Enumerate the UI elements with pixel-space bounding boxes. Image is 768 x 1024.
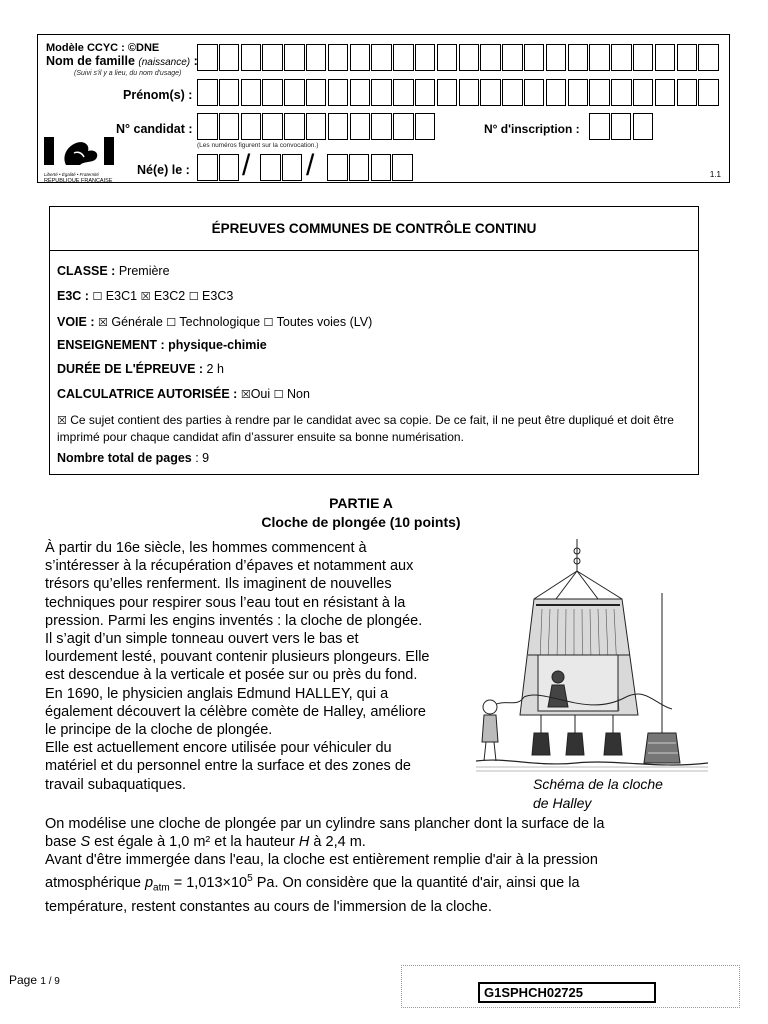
entry-cell[interactable] bbox=[284, 113, 305, 140]
entry-cell[interactable] bbox=[350, 79, 371, 106]
toutes-voies-checkbox[interactable]: ☐ bbox=[263, 316, 274, 329]
entry-cell[interactable] bbox=[546, 79, 567, 106]
entry-cell[interactable] bbox=[415, 44, 436, 71]
entry-cell[interactable] bbox=[350, 113, 371, 140]
entry-cell[interactable] bbox=[589, 79, 610, 106]
intro-paragraph bbox=[45, 539, 475, 794]
entry-cell[interactable] bbox=[328, 113, 349, 140]
entry-cell[interactable] bbox=[392, 154, 413, 181]
republic-motto: Liberté • Égalité • Fraternité bbox=[44, 172, 99, 177]
entry-cell[interactable] bbox=[241, 79, 262, 106]
entry-cell[interactable] bbox=[633, 79, 654, 106]
entry-cell[interactable] bbox=[306, 79, 327, 106]
subject-code: G1SPHCH02725 bbox=[478, 982, 656, 1003]
intro-line: également découvert la célèbre comète de Halley, améliore bbox=[45, 703, 426, 720]
model-label: Modèle CCYC : ©DNE bbox=[46, 42, 160, 54]
entry-cell[interactable] bbox=[197, 113, 218, 140]
e3c2-checkbox[interactable]: ☒ bbox=[140, 290, 151, 303]
entry-cell[interactable] bbox=[262, 79, 283, 106]
entry-cell[interactable] bbox=[241, 44, 262, 71]
generale-checkbox[interactable]: ☒ bbox=[98, 316, 108, 329]
entry-cell[interactable] bbox=[219, 154, 240, 181]
intro-line: matériel et du personnel entre la surface et des zones de bbox=[45, 758, 411, 775]
entry-cell[interactable] bbox=[260, 154, 281, 181]
date-separator: / bbox=[306, 149, 315, 182]
entry-cell[interactable] bbox=[502, 79, 523, 106]
birth-year-cells[interactable] bbox=[327, 154, 414, 181]
date-separator: / bbox=[242, 149, 251, 182]
entry-cell[interactable] bbox=[589, 44, 610, 71]
entry-cell[interactable] bbox=[677, 79, 698, 106]
entry-cell[interactable] bbox=[327, 154, 348, 181]
classe-line: CLASSE : Première bbox=[57, 264, 170, 278]
entry-cell[interactable] bbox=[698, 44, 719, 71]
entry-cell[interactable] bbox=[371, 113, 392, 140]
enseignement-line: ENSEIGNEMENT : physique-chimie bbox=[57, 338, 267, 352]
part-subtitle: Cloche de plongée (10 points) bbox=[261, 514, 461, 530]
entry-cell[interactable] bbox=[284, 79, 305, 106]
technologique-checkbox[interactable]: ☐ bbox=[166, 316, 177, 329]
entry-cell[interactable] bbox=[480, 44, 501, 71]
entry-cell[interactable] bbox=[371, 79, 392, 106]
entry-cell[interactable] bbox=[349, 154, 370, 181]
exam-info-box bbox=[49, 206, 699, 475]
intro-line: lourdement lesté, pouvant contenir plusieurs plongeurs. Elle bbox=[45, 649, 430, 666]
intro-line: est descendue à la verticale et posée sur ou près du fond. bbox=[45, 667, 418, 684]
entry-cell[interactable] bbox=[524, 44, 545, 71]
entry-cell[interactable] bbox=[655, 79, 676, 106]
diving-bell-illustration bbox=[476, 537, 708, 773]
entry-cell[interactable] bbox=[633, 113, 654, 140]
entry-cell[interactable] bbox=[282, 154, 303, 181]
calc-yes-checkbox[interactable]: ☒ bbox=[240, 388, 251, 401]
entry-cell[interactable] bbox=[677, 44, 698, 71]
entry-cell[interactable] bbox=[371, 44, 392, 71]
marianne-icon bbox=[44, 137, 120, 167]
e3c1-checkbox[interactable]: ☐ bbox=[92, 290, 103, 303]
candidate-no-cells[interactable] bbox=[197, 113, 437, 140]
entry-cell[interactable] bbox=[611, 79, 632, 106]
entry-cell[interactable] bbox=[589, 113, 610, 140]
entry-cell[interactable] bbox=[393, 79, 414, 106]
intro-line: À partir du 16e siècle, les hommes commencent à bbox=[45, 540, 367, 556]
form-version: 1.1 bbox=[709, 170, 721, 179]
e3c-line: E3C : ☐ E3C1 ☒ E3C2 ☐ E3C3 bbox=[57, 289, 234, 303]
entry-cell[interactable] bbox=[459, 79, 480, 106]
intro-line: le principe de la cloche de plongée. bbox=[45, 722, 273, 739]
intro-line: En 1690, le physicien anglais Edmund HALLEY, qui a bbox=[45, 685, 389, 702]
entry-cell[interactable] bbox=[284, 44, 305, 71]
entry-cell[interactable] bbox=[655, 44, 676, 71]
intro-line: techniques pour respirer sous l’eau tout en résistant à la bbox=[45, 594, 406, 611]
page-number: Page 1 / 9 bbox=[9, 973, 60, 987]
firstname-label: Prénom(s) : bbox=[123, 88, 193, 102]
entry-cell[interactable] bbox=[415, 79, 436, 106]
exam-title: ÉPREUVES COMMUNES DE CONTRÔLE CONTINU bbox=[50, 207, 698, 251]
birth-month-cells[interactable] bbox=[260, 154, 304, 181]
registration-label: N° d'inscription : bbox=[484, 122, 580, 136]
entry-cell[interactable] bbox=[633, 44, 654, 71]
duree-line: DURÉE DE L'ÉPREUVE : 2 h bbox=[57, 362, 224, 376]
entry-cell[interactable] bbox=[611, 44, 632, 71]
entry-cell[interactable] bbox=[350, 44, 371, 71]
intro-line: trésors qu’elles renferment. Ils imaginent de nouvelles bbox=[45, 576, 392, 593]
pages-line: Nombre total de pages : 9 bbox=[57, 451, 210, 465]
intro-line: s’intéresser à la récupération d’épaves et notamment aux bbox=[45, 558, 414, 575]
entry-cell[interactable] bbox=[393, 113, 414, 140]
entry-cell[interactable] bbox=[437, 79, 458, 106]
surname-label: Nom de famille (naissance) : bbox=[46, 54, 198, 68]
entry-cell[interactable] bbox=[437, 44, 458, 71]
candidate-header bbox=[37, 34, 730, 183]
entry-cell[interactable] bbox=[415, 113, 436, 140]
entry-cell[interactable] bbox=[328, 44, 349, 71]
exam-note: ☒ Ce sujet contient des parties à rendre par le candidat avec sa copie. De ce fait, il ne peut être dupliqué et doit être imprimé pour chaque candidat afin d’assurer ensuite sa bonne numérisation. bbox=[57, 413, 674, 444]
entry-cell[interactable] bbox=[546, 44, 567, 71]
entry-cell[interactable] bbox=[197, 44, 218, 71]
entry-cell[interactable] bbox=[459, 44, 480, 71]
voie-line: VOIE : ☒ Générale ☐ Technologique ☐ Toutes voies (LV) bbox=[57, 315, 373, 329]
entry-cell[interactable] bbox=[698, 79, 719, 106]
entry-cell[interactable] bbox=[219, 44, 240, 71]
model-paragraph: On modélise une cloche de plongée par un cylindre sans plancher dont la surface de la base S est égale à 1,0 m² et la hauteur H à 2,4 m. Avant d'être immergée dans l'eau, la cloche est entièrement remplie d'air à la pression atmosphérique $p_{atm} = 1,013\times 10^5$ Pa. On considère que la quantité d'air, ainsi que la température, restent constantes au cours de l'immersion de la cloche. bbox=[45, 816, 605, 915]
entry-cell[interactable] bbox=[197, 154, 218, 181]
entry-cell[interactable] bbox=[262, 44, 283, 71]
entry-cell[interactable] bbox=[219, 113, 240, 140]
entry-cell[interactable] bbox=[219, 79, 240, 106]
figure-caption: Schéma de la cloche de Halley bbox=[533, 776, 663, 811]
entry-cell[interactable] bbox=[611, 113, 632, 140]
republic-name: RÉPUBLIQUE FRANÇAISE bbox=[44, 178, 113, 184]
calc-no-checkbox[interactable]: ☐ bbox=[273, 388, 284, 401]
calculatrice-line: CALCULATRICE AUTORISÉE : ☒Oui ☐ Non bbox=[57, 387, 310, 401]
intro-line: Il s’agit d’un simple tonneau ouvert vers le bas et bbox=[45, 631, 359, 648]
intro-line: travail subaquatiques. bbox=[45, 776, 187, 793]
entry-cell[interactable] bbox=[241, 113, 262, 140]
e3c3-checkbox[interactable]: ☐ bbox=[188, 290, 199, 303]
surname-cells[interactable] bbox=[197, 44, 720, 71]
entry-cell[interactable] bbox=[524, 79, 545, 106]
birth-day-cells[interactable] bbox=[197, 154, 241, 181]
note-checkbox: ☒ bbox=[57, 414, 67, 427]
entry-cell[interactable] bbox=[480, 79, 501, 106]
intro-line: pression. Parmi les engins inventés : la cloche de plongée. bbox=[45, 612, 423, 629]
entry-cell[interactable] bbox=[502, 44, 523, 71]
entry-cell[interactable] bbox=[262, 113, 283, 140]
entry-cell[interactable] bbox=[568, 44, 589, 71]
candidate-no-hint: (Les numéros figurent sur la convocation.) bbox=[197, 142, 319, 149]
intro-line: Elle est actuellement encore utilisée pour véhiculer du bbox=[45, 740, 392, 757]
entry-cell[interactable] bbox=[306, 44, 327, 71]
registration-cells[interactable] bbox=[589, 113, 654, 140]
entry-cell[interactable] bbox=[328, 79, 349, 106]
candidate-no-label: N° candidat : bbox=[116, 122, 193, 136]
entry-cell[interactable] bbox=[306, 113, 327, 140]
born-label: Né(e) le : bbox=[137, 163, 190, 177]
entry-cell[interactable] bbox=[371, 154, 392, 181]
surname-hint: (Suivi s'il y a lieu, du nom d'usage) bbox=[74, 70, 182, 77]
firstname-cells[interactable] bbox=[197, 79, 720, 106]
entry-cell[interactable] bbox=[393, 44, 414, 71]
entry-cell[interactable] bbox=[197, 79, 218, 106]
entry-cell[interactable] bbox=[568, 79, 589, 106]
part-title: PARTIE A bbox=[329, 495, 393, 511]
republic-logo bbox=[44, 137, 120, 184]
